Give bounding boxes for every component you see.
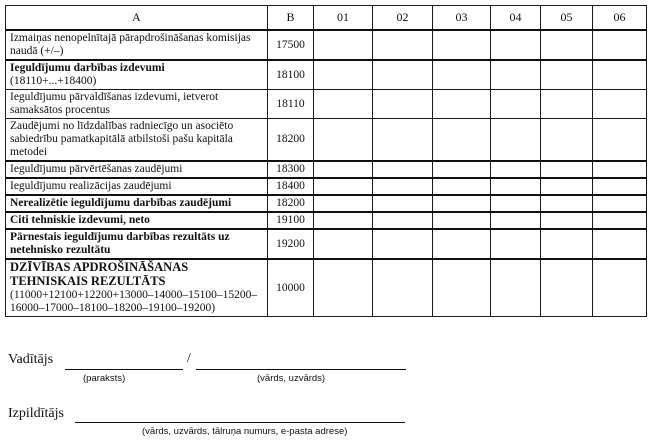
table-row bbox=[6, 60, 647, 90]
cell-02[interactable] bbox=[373, 60, 433, 90]
row-code: 18110 bbox=[268, 90, 314, 119]
row-label: Izmaiņas nenopelnītajā pārapdrošināšanas komisijas naudā (+/–) bbox=[6, 30, 268, 60]
cell-01[interactable] bbox=[314, 161, 373, 178]
header-01: 01 bbox=[314, 6, 373, 31]
cell-05[interactable] bbox=[541, 195, 593, 212]
cell-02[interactable] bbox=[373, 259, 433, 317]
cell-01[interactable] bbox=[314, 229, 373, 259]
cell-02[interactable] bbox=[373, 229, 433, 259]
name-caption: (vārds, uzvārds) bbox=[257, 373, 326, 384]
row-code: 19100 bbox=[268, 212, 314, 229]
manager-name-line[interactable] bbox=[196, 369, 406, 370]
header-02: 02 bbox=[373, 6, 433, 31]
row-label: Zaudējumi no līdzdalības radniecīgo un asociēto sabiedrību pamatkapitālā atbilstoši pašu kapitāla metodei bbox=[6, 119, 268, 162]
table-row bbox=[6, 178, 647, 195]
cell-06[interactable] bbox=[593, 161, 647, 178]
cell-04[interactable] bbox=[491, 212, 541, 229]
cell-05[interactable] bbox=[541, 60, 593, 90]
header-a: A bbox=[6, 6, 268, 31]
cell-01[interactable] bbox=[314, 30, 373, 60]
cell-06[interactable] bbox=[593, 90, 647, 119]
cell-01[interactable] bbox=[314, 195, 373, 212]
executor-line[interactable] bbox=[75, 422, 405, 423]
cell-06[interactable] bbox=[593, 119, 647, 162]
cell-06[interactable] bbox=[593, 229, 647, 259]
manager-label: Vadītājs bbox=[8, 352, 54, 367]
header-row bbox=[6, 6, 647, 31]
cell-02[interactable] bbox=[373, 195, 433, 212]
table-row bbox=[6, 259, 647, 317]
header-05: 05 bbox=[541, 6, 593, 31]
cell-06[interactable] bbox=[593, 60, 647, 90]
executor-caption: (vārds, uzvārds, tālruņa numurs, e-pasta adrese) bbox=[142, 426, 348, 437]
cell-03[interactable] bbox=[433, 259, 491, 317]
cell-03[interactable] bbox=[433, 178, 491, 195]
manager-signature-line[interactable] bbox=[65, 369, 183, 370]
cell-04[interactable] bbox=[491, 119, 541, 162]
table-row bbox=[6, 229, 647, 259]
row-label: Ieguldījumu realizācijas zaudējumi bbox=[6, 178, 268, 195]
cell-04[interactable] bbox=[491, 60, 541, 90]
cell-05[interactable] bbox=[541, 90, 593, 119]
cell-03[interactable] bbox=[433, 60, 491, 90]
cell-06[interactable] bbox=[593, 212, 647, 229]
table-row bbox=[6, 161, 647, 178]
cell-01[interactable] bbox=[314, 60, 373, 90]
cell-03[interactable] bbox=[433, 119, 491, 162]
table-row bbox=[6, 195, 647, 212]
table-row bbox=[6, 30, 647, 60]
cell-03[interactable] bbox=[433, 212, 491, 229]
cell-05[interactable] bbox=[541, 161, 593, 178]
row-code: 18200 bbox=[268, 119, 314, 162]
cell-02[interactable] bbox=[373, 161, 433, 178]
cell-01[interactable] bbox=[314, 90, 373, 119]
cell-04[interactable] bbox=[491, 259, 541, 317]
table-row bbox=[6, 212, 647, 229]
cell-04[interactable] bbox=[491, 178, 541, 195]
cell-03[interactable] bbox=[433, 161, 491, 178]
cell-06[interactable] bbox=[593, 30, 647, 60]
cell-04[interactable] bbox=[491, 161, 541, 178]
cell-06[interactable] bbox=[593, 259, 647, 317]
row-code: 18400 bbox=[268, 178, 314, 195]
cell-05[interactable] bbox=[541, 30, 593, 60]
report-table bbox=[5, 5, 647, 317]
row-label: Ieguldījumu darbības izdevumi (18110+...+18400) bbox=[6, 60, 268, 90]
header-03: 03 bbox=[433, 6, 491, 31]
row-label: Pārnestais ieguldījumu darbības rezultāts uz netehnisko rezultātu bbox=[6, 229, 268, 259]
row-label: Ieguldījumu pārvaldīšanas izdevumi, ietverot samaksātos procentus bbox=[6, 90, 268, 119]
slash-separator: / bbox=[187, 351, 191, 366]
row-code: 18300 bbox=[268, 161, 314, 178]
executor-label: Izpildītājs bbox=[8, 406, 64, 421]
cell-02[interactable] bbox=[373, 119, 433, 162]
cell-01[interactable] bbox=[314, 259, 373, 317]
cell-05[interactable] bbox=[541, 119, 593, 162]
table-row bbox=[6, 119, 647, 162]
table-row bbox=[6, 90, 647, 119]
row-label: Citi tehniskie izdevumi, neto bbox=[6, 212, 268, 229]
cell-02[interactable] bbox=[373, 212, 433, 229]
header-04: 04 bbox=[491, 6, 541, 31]
cell-02[interactable] bbox=[373, 178, 433, 195]
cell-05[interactable] bbox=[541, 229, 593, 259]
cell-03[interactable] bbox=[433, 90, 491, 119]
cell-03[interactable] bbox=[433, 30, 491, 60]
cell-02[interactable] bbox=[373, 30, 433, 60]
cell-04[interactable] bbox=[491, 229, 541, 259]
row-label: Nerealizētie ieguldījumu darbības zaudējumi bbox=[6, 195, 268, 212]
row-label: DZĪVĪBAS APDROŠINĀŠANAS TEHNISKAIS REZULTĀTS (11000+12100+12200+13000–14000–15100–15200–16000–17000–18100–18200–19100–19200) bbox=[6, 259, 268, 317]
row-code: 18200 bbox=[268, 195, 314, 212]
cell-01[interactable] bbox=[314, 178, 373, 195]
cell-06[interactable] bbox=[593, 195, 647, 212]
cell-04[interactable] bbox=[491, 90, 541, 119]
cell-04[interactable] bbox=[491, 30, 541, 60]
cell-03[interactable] bbox=[433, 195, 491, 212]
row-code: 10000 bbox=[268, 259, 314, 317]
cell-05[interactable] bbox=[541, 259, 593, 317]
header-b: B bbox=[268, 6, 314, 31]
cell-03[interactable] bbox=[433, 229, 491, 259]
row-code: 17500 bbox=[268, 30, 314, 60]
cell-05[interactable] bbox=[541, 178, 593, 195]
cell-04[interactable] bbox=[491, 195, 541, 212]
row-code: 18100 bbox=[268, 60, 314, 90]
row-label: Ieguldījumu pārvērtēšanas zaudējumi bbox=[6, 161, 268, 178]
cell-01[interactable] bbox=[314, 212, 373, 229]
cell-05[interactable] bbox=[541, 212, 593, 229]
cell-06[interactable] bbox=[593, 178, 647, 195]
cell-02[interactable] bbox=[373, 90, 433, 119]
signature-caption: (paraksts) bbox=[83, 373, 126, 384]
row-code: 19200 bbox=[268, 229, 314, 259]
cell-01[interactable] bbox=[314, 119, 373, 162]
header-06: 06 bbox=[593, 6, 647, 31]
